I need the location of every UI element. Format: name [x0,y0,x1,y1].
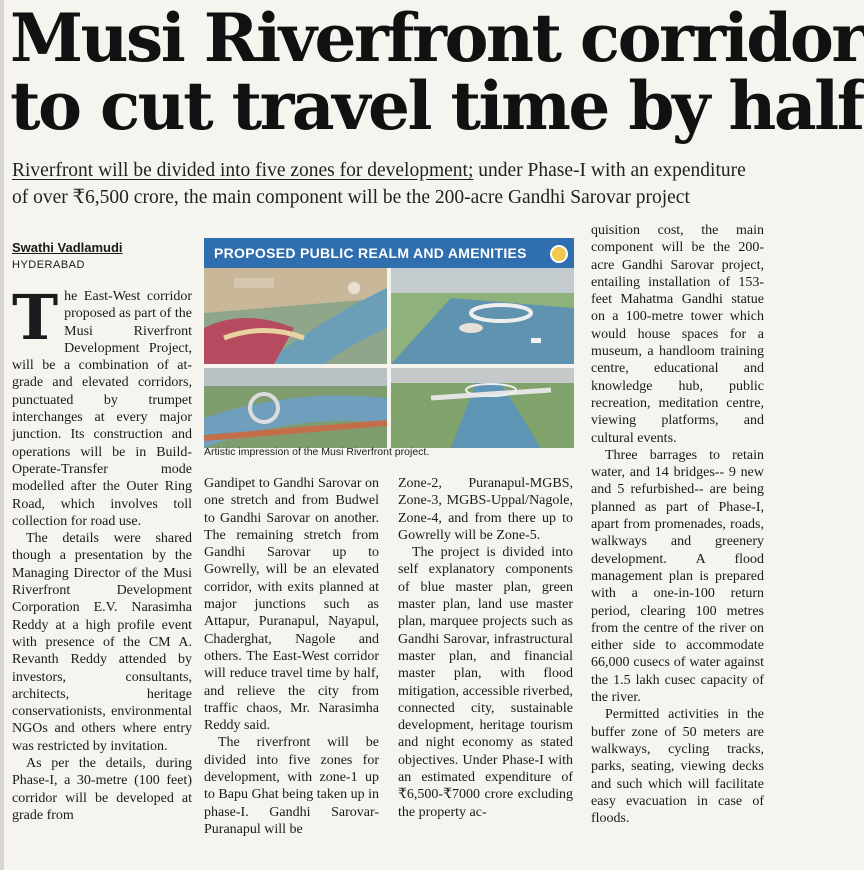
headline-line-2: to cut travel time by half [10,67,863,145]
paragraph: The project is divided into self explanatory components of blue master plan, green master plan, land use master plan, marquee projects such as Gandhi Sarovar, infrastructural master plan, and financial master plan, with flood mitigation, accessible riverbed, connected city, sustainable development, heritage tourism and night economy as stated objectives. Under Phase-I with an estimated expenditure of ₹6,500-₹7000 crore excluding the property ac- [398,545,573,820]
image-banner: PROPOSED PUBLIC REALM AND AMENITIES [204,238,574,268]
paragraph: Permitted activities in the buffer zone of 50 meters are walkways, cycling tracks, parks, seating, viewing decks and such which will facilitate easy evacuation in case of floods. [591,707,764,827]
paragraph: The riverfront will be divided into five zones for development, with zone-1 up to Bapu Ghat being taken up in phase-I. Gandhi Sarovar-Puranapul will be [204,735,379,837]
emblem-icon [550,245,568,263]
article-column-2 [204,475,379,838]
headline-line-1: Musi Riverfront corridor [10,0,864,77]
paragraph: Zone-2, Puranapul-MGBS, Zone-3, MGBS-Uppal/Nagole, Zone-4, and from there up to Gowrelly will be Zone-5. [398,476,573,543]
dateline: HYDERABAD [12,259,85,271]
article-column-1 [12,281,192,824]
standfirst-underlined: Riverfront will be divided into five zones for development; [12,160,474,181]
paragraph: The details were shared though a presentation by the Managing Director of the Musi Riverfront Development Corporation E.V. Narasimha Reddy at a high profile event with presence of the CM A. Revanth Reddy attended by investors, consultants, architects, heritage conservationists, environmental NGOs and others where entry was restricted by invitation. [12,531,192,754]
page-edge [0,0,4,870]
render-panel-2 [391,268,574,364]
paragraph: As per the details, during Phase-I, a 30-metre (100 feet) corridor will be developed at grade from [12,756,192,823]
render-panel-1 [204,268,387,364]
article-column-4 [591,222,764,827]
article-column-3 [398,475,573,821]
render-panel-4 [391,368,574,448]
standfirst-rest: under Phase-I with an expenditure of over ₹6,500 crore, the main component will be the 200-acre Gandhi Sarovar project [12,160,746,208]
headline [10,0,864,145]
article-image [204,238,574,464]
paragraph [12,281,192,530]
paragraph: quisition cost, the main component will be the 200-acre Gandhi Sarovar project, entailing installation of 153-feet Mahatma Gandhi statue on a 100-metre tower which would house spaces for a museum, a handloom training centre, educational and knowledge hub, public recreation, meditation centre, viewing platforms, and cultural events. [591,223,764,446]
drop-cap: T [12,281,59,354]
paragraph: Three barrages to retain water, and 14 bridges-- 9 new and 5 refurbished-- are being planned as part of Phase-I, apart from promenades, roads, walkways and greenery development. A flood management plan is prepared with a one-in-100 return period, clearing 100 metres from the centre of the river on either side to accommodate 66,000 cusecs of water against the 1.5 lakh cusec capacity of the river. [591,447,764,706]
standfirst [12,157,762,211]
image-caption: Artistic impression of the Musi Riverfront project. [204,446,430,458]
render-panel-3 [204,368,387,448]
byline-author: Swathi Vadlamudi [12,240,123,255]
paragraph: Gandipet to Gandhi Sarovar on one stretch and from Budwel to Gandhi Sarovar on another. The remaining stretch from Gandhi Sarovar up to Gowrelly, will be an elevated corridor, with exits planned at major junctions such as Attapur, Puranapul, Nayapul, Chaderghat, Nagole and others. The East-West corridor will reduce travel time by half, and relieve the city from traffic chaos, Mr. Narasimha Reddy said. [204,476,379,734]
paragraph-text: he East-West corridor proposed as part of the Musi Riverfront Development Project, will be a combination of at-grade and elevated corridors, punctuated by trumpet interchanges at every major junction. Its construction and operations will be in Build-Operate-Transfer mode modelled after the Outer Ring Road, which involves toll collection for road use. [12,289,192,529]
